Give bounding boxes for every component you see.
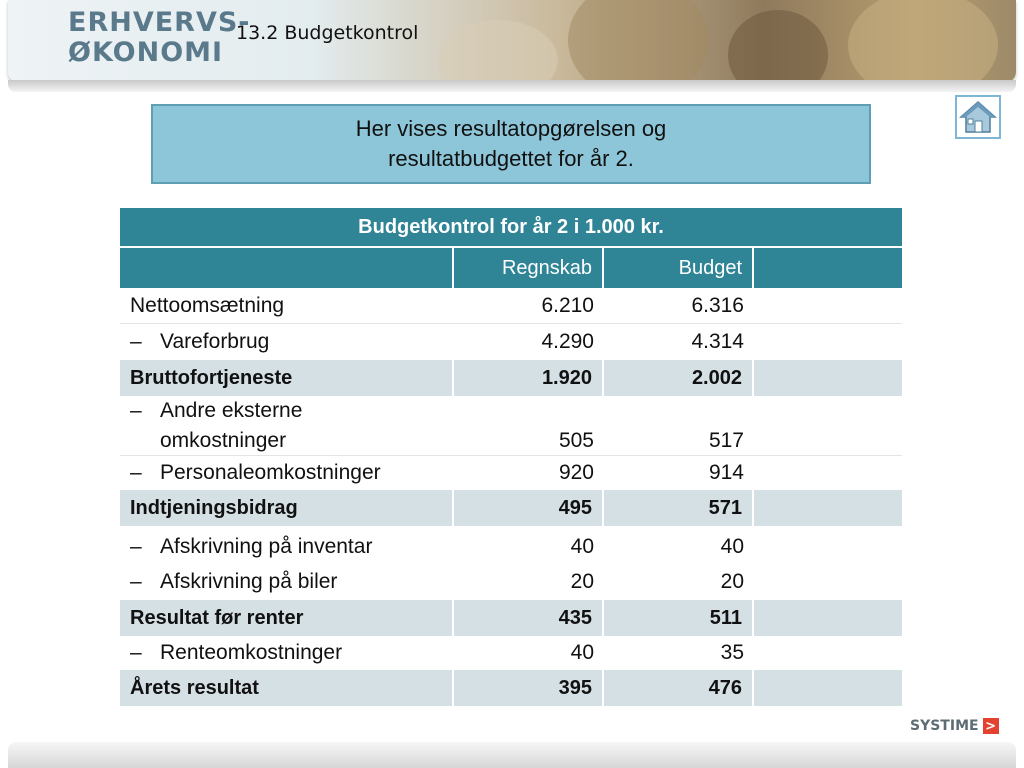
row-regnskab: 40 bbox=[570, 641, 594, 664]
row-budget: 20 bbox=[720, 570, 744, 593]
arrow-right-icon: > bbox=[983, 718, 999, 734]
row-label: Renteomkostninger bbox=[160, 641, 343, 664]
minus-sign: – bbox=[130, 398, 142, 422]
header-empty bbox=[754, 248, 902, 288]
row-budget: 40 bbox=[720, 535, 744, 558]
row-label-part-1: Andre eksterne bbox=[160, 398, 303, 422]
header-label bbox=[120, 248, 454, 288]
table-row bbox=[120, 526, 902, 564]
header-divider bbox=[8, 80, 1016, 92]
row-budget: 476 bbox=[604, 670, 754, 706]
row-label: Nettoomsætning bbox=[130, 293, 285, 317]
row-label: Personaleomkostninger bbox=[160, 461, 381, 484]
table-row-total bbox=[120, 670, 902, 706]
table-row-subtotal bbox=[120, 490, 902, 526]
table-title bbox=[120, 208, 902, 248]
row-label: Resultat før renter bbox=[120, 600, 454, 636]
row-regnskab: 1.920 bbox=[454, 360, 604, 396]
row-label: Årets resultat bbox=[120, 670, 454, 706]
table-row-subtotal bbox=[120, 600, 902, 636]
row-regnskab: 495 bbox=[454, 490, 604, 526]
home-button[interactable] bbox=[955, 95, 1001, 139]
table-title-text: Budgetkontrol for år 2 i 1.000 kr. bbox=[358, 215, 664, 238]
row-budget: 4.314 bbox=[691, 330, 744, 353]
systime-brand: SYSTIME bbox=[910, 718, 979, 734]
header-budget: Budget bbox=[604, 248, 754, 288]
logo-line-1: ERHVERVS- bbox=[68, 7, 251, 38]
row-budget: 517 bbox=[708, 429, 744, 452]
table-row bbox=[120, 288, 902, 324]
table-row bbox=[120, 636, 902, 670]
row-regnskab: 920 bbox=[558, 461, 594, 484]
row-label: Afskrivning på biler bbox=[160, 570, 338, 593]
home-icon bbox=[957, 97, 999, 137]
row-label: Afskrivning på inventar bbox=[160, 535, 373, 558]
table-row bbox=[120, 324, 902, 360]
budget-table bbox=[120, 208, 902, 706]
row-budget: 2.002 bbox=[604, 360, 754, 396]
row-regnskab: 4.290 bbox=[541, 330, 594, 353]
minus-sign: – bbox=[130, 641, 142, 664]
footer-bar bbox=[8, 742, 1016, 768]
row-regnskab: 40 bbox=[570, 535, 594, 558]
row-label: Vareforbrug bbox=[160, 330, 270, 353]
table-row bbox=[120, 396, 902, 456]
minus-sign: – bbox=[130, 535, 142, 558]
table-row-subtotal bbox=[120, 360, 902, 396]
row-regnskab: 435 bbox=[454, 600, 604, 636]
row-budget: 35 bbox=[720, 641, 744, 664]
row-regnskab: 6.210 bbox=[541, 293, 594, 317]
row-label-part-2: omkostninger bbox=[160, 428, 287, 452]
row-budget: 571 bbox=[604, 490, 754, 526]
minus-sign: – bbox=[130, 461, 142, 484]
row-label: Bruttofortjeneste bbox=[120, 360, 454, 396]
erhvervsokonomi-logo bbox=[68, 7, 251, 72]
minus-sign: – bbox=[130, 570, 142, 593]
section-title: 13.2 Budgetkontrol bbox=[236, 22, 419, 44]
table-row bbox=[120, 564, 902, 600]
info-box bbox=[151, 104, 871, 184]
row-regnskab: 505 bbox=[558, 429, 594, 452]
info-line-2: resultatbudgettet for år 2. bbox=[388, 146, 634, 171]
row-budget: 6.316 bbox=[691, 293, 744, 317]
table-row bbox=[120, 456, 902, 490]
systime-logo bbox=[910, 716, 999, 736]
row-regnskab: 20 bbox=[570, 570, 594, 593]
minus-sign: – bbox=[130, 330, 142, 353]
info-line-1: Her vises resultatopgørelsen og bbox=[355, 116, 667, 141]
row-budget: 511 bbox=[604, 600, 754, 636]
table-header-row bbox=[120, 248, 902, 288]
row-label: Indtjeningsbidrag bbox=[120, 490, 454, 526]
row-budget: 914 bbox=[708, 461, 744, 484]
logo-line-2: ØKONOMI bbox=[68, 37, 224, 68]
header-regnskab: Regnskab bbox=[454, 248, 604, 288]
row-regnskab: 395 bbox=[454, 670, 604, 706]
